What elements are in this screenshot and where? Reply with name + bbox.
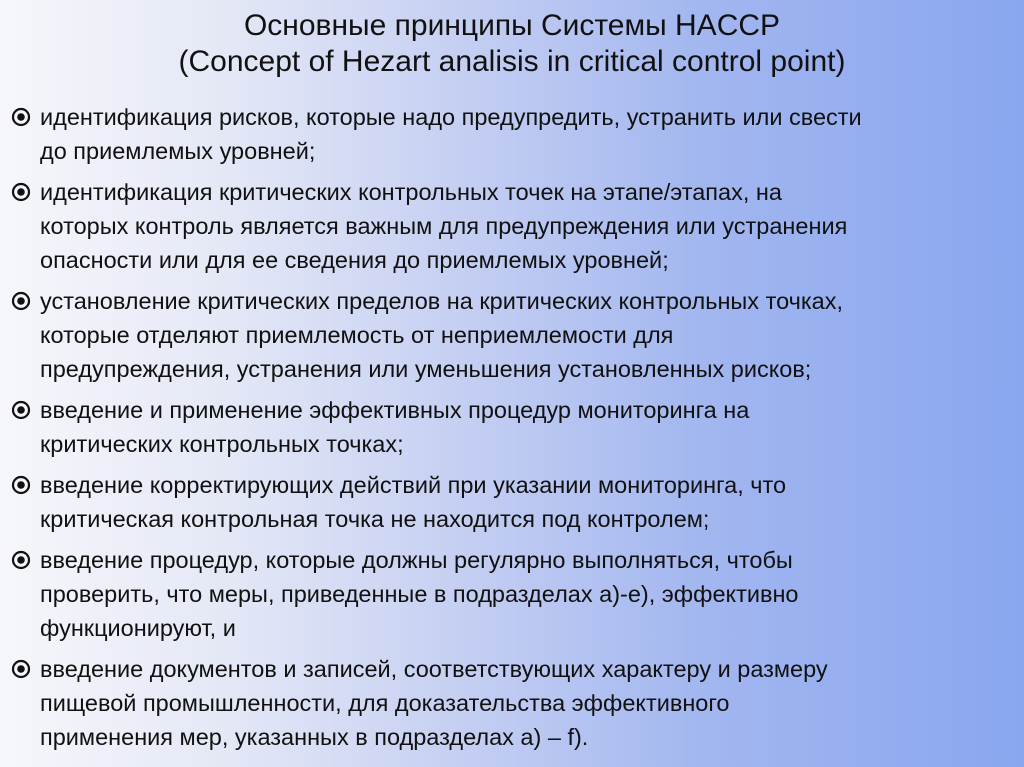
circled-dot-icon bbox=[10, 658, 32, 680]
bullet-line: проверить, что меры, приведенные в подразделах а)-е), эффективно bbox=[40, 581, 799, 607]
bullet-line: идентификация рисков, которые надо предупредить, устранить или свести bbox=[40, 104, 862, 130]
bullet-line: введение корректирующих действий при указании мониторинга, что bbox=[40, 472, 787, 498]
circled-dot-icon bbox=[10, 181, 32, 203]
title-line-1: Основные принципы Системы HACCP bbox=[243, 9, 781, 42]
circled-dot-icon bbox=[10, 549, 32, 571]
bullet-list bbox=[0, 100, 1024, 761]
bullet-line: которых контроль является важным для предупреждения или устранения bbox=[40, 213, 848, 239]
bullet-item bbox=[0, 393, 1024, 461]
bullet-line: введение документов и записей, соответствующих характеру и размеру bbox=[40, 656, 828, 682]
bullet-line: применения мер, указанных в подразделах а) – f). bbox=[40, 724, 589, 750]
circled-dot-icon bbox=[10, 290, 32, 312]
bullet-text bbox=[40, 652, 1024, 754]
circled-dot-icon bbox=[10, 106, 32, 128]
bullet-text bbox=[40, 468, 1024, 536]
slide-title bbox=[0, 8, 1024, 80]
bullet-line: критических контрольных точках; bbox=[40, 431, 404, 457]
bullet-item bbox=[0, 468, 1024, 536]
bullet-line: введение и применение эффективных процедур мониторинга на bbox=[40, 397, 750, 423]
circled-dot-icon bbox=[10, 399, 32, 421]
bullet-line: предупреждения, устранения или уменьшения установленных рисков; bbox=[40, 356, 812, 382]
bullet-line: введение процедур, которые должны регулярно выполняться, чтобы bbox=[40, 547, 793, 573]
bullet-text bbox=[40, 393, 1024, 461]
circled-dot-icon bbox=[10, 474, 32, 496]
bullet-line: установление критических пределов на критических контрольных точках, bbox=[40, 288, 844, 314]
bullet-item bbox=[0, 100, 1024, 168]
bullet-item bbox=[0, 543, 1024, 645]
bullet-text bbox=[40, 100, 1024, 168]
title-line-2: (Concept of Hezart analisis in critical control point) bbox=[178, 45, 846, 78]
bullet-item bbox=[0, 284, 1024, 386]
bullet-line: функционируют, и bbox=[40, 615, 236, 641]
bullet-line: опасности или для ее сведения до приемлемых уровней; bbox=[40, 247, 669, 273]
bullet-line: пищевой промышленности, для доказательства эффективного bbox=[40, 690, 730, 716]
bullet-line: критическая контрольная точка не находится под контролем; bbox=[40, 506, 710, 532]
bullet-line: идентификация критических контрольных точек на этапе/этапах, на bbox=[40, 179, 782, 205]
bullet-text bbox=[40, 543, 1024, 645]
bullet-item bbox=[0, 652, 1024, 754]
bullet-item bbox=[0, 175, 1024, 277]
bullet-line: которые отделяют приемлемость от неприемлемости для bbox=[40, 322, 674, 348]
bullet-text bbox=[40, 284, 1024, 386]
bullet-line: до приемлемых уровней; bbox=[40, 138, 316, 164]
bullet-text bbox=[40, 175, 1024, 277]
